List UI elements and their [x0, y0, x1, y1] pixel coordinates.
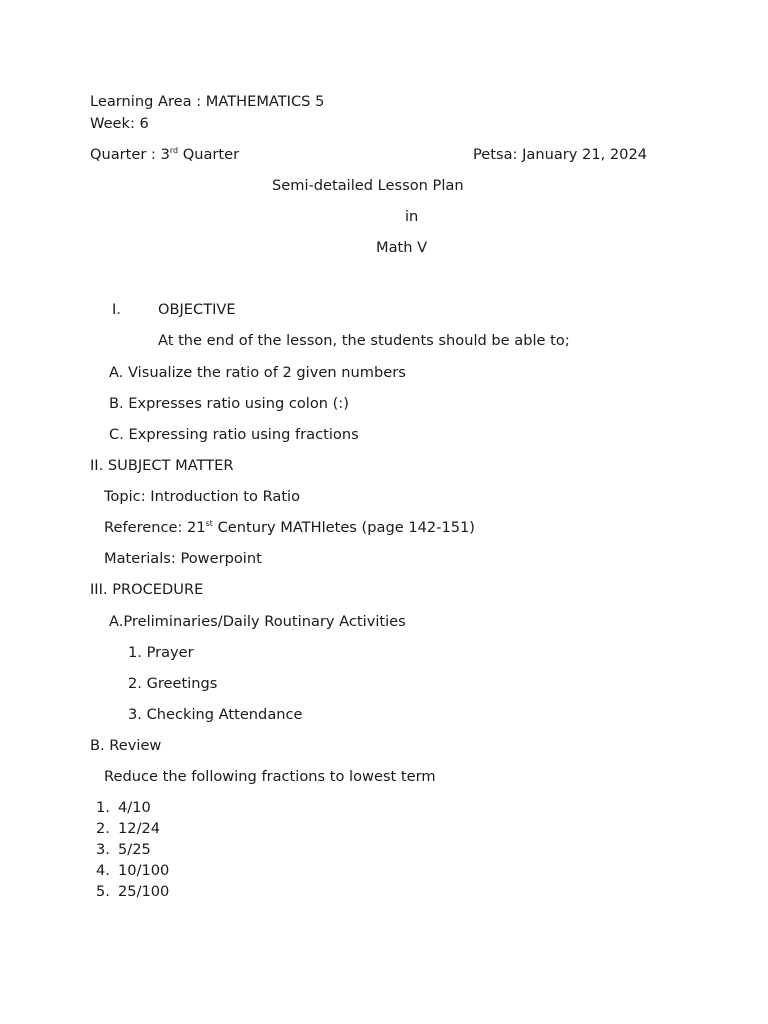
activity-item: 3. Checking Attendance	[128, 706, 303, 723]
date: Petsa: January 21, 2024	[473, 146, 648, 163]
title-line-3: Math V	[376, 239, 428, 256]
objective-heading: OBJECTIVE	[158, 301, 236, 318]
title-line-2: in	[405, 208, 419, 225]
subject-matter-heading: II. SUBJECT MATTER	[90, 457, 234, 474]
objective-item: A. Visualize the ratio of 2 given numbers	[109, 364, 406, 381]
learning-area: Learning Area : MATHEMATICS 5	[90, 93, 325, 110]
activity-item: 2. Greetings	[128, 675, 218, 692]
reference: Reference: 21st Century MATHletes (page 142-151)	[104, 519, 475, 536]
objective-item: C. Expressing ratio using fractions	[109, 426, 359, 443]
objective-item: B. Expresses ratio using colon (:)	[109, 395, 349, 412]
quarter: Quarter : 3rd Quarter	[90, 146, 240, 163]
fraction-list-item: 5. 25/100	[96, 883, 170, 900]
objective-intro: At the end of the lesson, the students should be able to;	[158, 332, 570, 349]
week: Week: 6	[90, 115, 149, 132]
objective-numeral: I.	[112, 301, 121, 318]
fraction-list-item: 2. 12/24	[96, 820, 161, 837]
fraction-list-item: 1. 4/10	[96, 799, 151, 816]
materials: Materials: Powerpoint	[104, 550, 262, 567]
activity-item: 1. Prayer	[128, 644, 194, 661]
fraction-list-item: 4. 10/100	[96, 862, 170, 879]
preliminaries-heading: A.Preliminaries/Daily Routinary Activities	[109, 613, 406, 630]
fraction-list-item: 3. 5/25	[96, 841, 151, 858]
review-heading: B. Review	[90, 737, 162, 754]
title-line-1: Semi-detailed Lesson Plan	[272, 177, 464, 194]
procedure-heading: III. PROCEDURE	[90, 581, 204, 598]
review-instruction: Reduce the following fractions to lowest term	[104, 768, 436, 785]
topic: Topic: Introduction to Ratio	[104, 488, 301, 505]
